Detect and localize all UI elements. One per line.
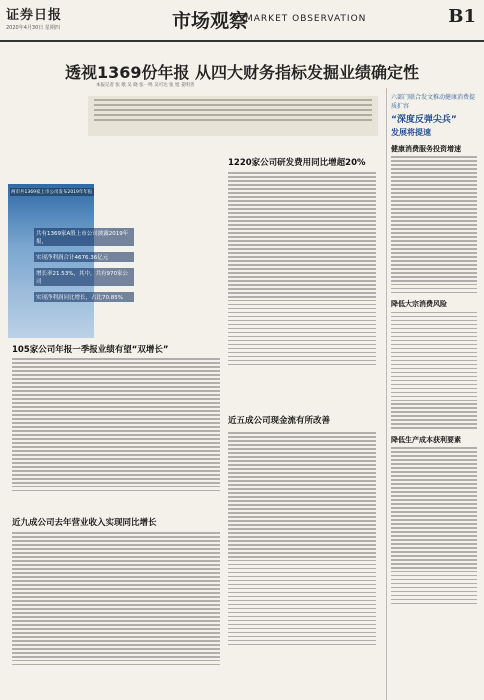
sidebar-headline: “深度反弹尖兵” xyxy=(391,115,457,125)
subhead-cashflow: 近五成公司现金流有所改善 xyxy=(228,416,331,426)
section-title-en: MARKET OBSERVATION xyxy=(245,14,367,24)
sidebar-subhead: 降低生产成本获利要素 xyxy=(391,435,461,444)
sidebar-subhead: 降低大宗消费风险 xyxy=(391,300,447,309)
main-headline: 透视1369份年报 从四大财务指标发掘业绩确定性 xyxy=(64,63,420,82)
sidebar-text xyxy=(387,156,481,293)
stats-overlay xyxy=(34,222,134,308)
photo-caption: 两市共1369家上市公司发布2019年年报 xyxy=(11,190,93,195)
text-column xyxy=(12,530,220,668)
stat-line: 实现净利润合计4676.36亿元 xyxy=(34,252,134,262)
masthead xyxy=(0,0,484,42)
section-title: 市场观察 xyxy=(172,10,249,32)
sidebar-text xyxy=(387,447,481,604)
stat-line: 实现净利润同比增长，占比70.85% xyxy=(34,292,134,302)
issue-date: 2020年4月30日 星期四 xyxy=(6,25,60,31)
byline: 本报记者 张 歌 吴 晓 张一鸣 吴可达 张 旭 姜明善 xyxy=(96,83,195,88)
page-number: B1 xyxy=(448,6,476,27)
sidebar-kicker: 六部门联合发文推动健康消费提质扩容 xyxy=(391,94,476,110)
subhead-double-growth: 105家公司年报一季报业绩有望“双增长” xyxy=(12,345,169,355)
lead-paragraph xyxy=(88,96,378,136)
stat-line: 共有1369家A股上市公司披露2019年报， xyxy=(34,228,134,246)
sidebar-article xyxy=(386,88,481,700)
sidebar-subhead: 健康消费服务投资增速 xyxy=(391,145,461,153)
subhead-revenue: 近九成公司去年营业收入实现同比增长 xyxy=(12,518,157,528)
newspaper-logo: 证券日报 xyxy=(6,8,63,23)
subhead-rd: 1220家公司研发费用同比增超20% xyxy=(228,158,366,168)
text-column xyxy=(228,170,376,368)
text-column xyxy=(12,356,220,494)
sidebar-text xyxy=(387,312,481,429)
sidebar-headline-2: 发展将提速 xyxy=(391,128,431,137)
stat-line: 增长率21.53%，其中，共有970家公司 xyxy=(34,268,134,286)
text-column xyxy=(228,430,376,648)
